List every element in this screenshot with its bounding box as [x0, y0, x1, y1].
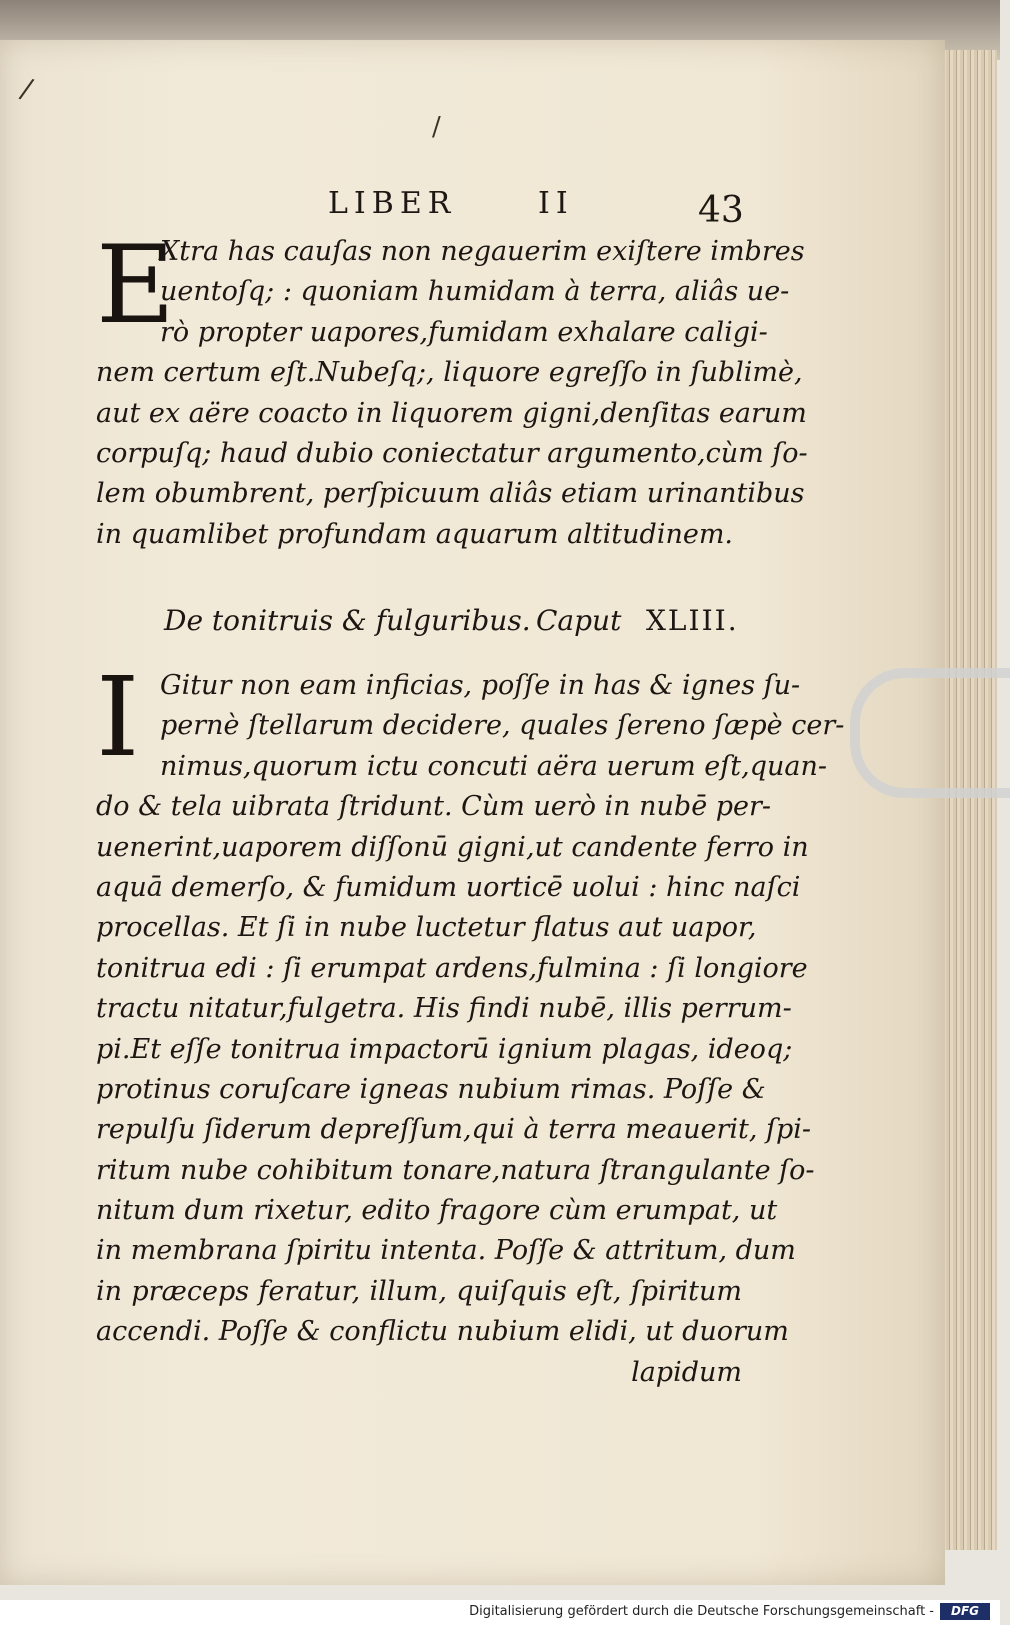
text-line: lem obumbrent, perſpicuum aliâs etiam urinantibus — [96, 478, 805, 510]
catchword: lapidum — [631, 1356, 742, 1388]
dfg-logo: DFG — [940, 1603, 990, 1620]
text-line: in præceps feratur, illum, quiſquis eſt, ſpiritum — [96, 1275, 742, 1307]
text-line: Xtra has cauſas non negauerim exiſtere imbres — [160, 236, 805, 267]
text-line: rò propter uapores,fumidam exhalare caligi- — [160, 316, 768, 348]
chapter-heading — [164, 604, 744, 648]
chapter-number: XLIII. — [646, 604, 739, 637]
dropcap-i: I — [96, 653, 140, 781]
running-head-title: LIBER — [328, 186, 457, 221]
text-line: protinus coruſcare igneas nubium rimas. Poſſe & — [96, 1073, 766, 1105]
text-line: nem certum eſt.Nubeſq;, liquore egreſſo in ſublimè, — [96, 357, 803, 389]
dropcap-e: E — [96, 223, 175, 348]
footer-credit: Digitalisierung gefördert durch die Deutsche Forschungsgemeinschaft - — [469, 1604, 934, 1619]
text-line: tonitrua edi : ſi erumpat ardens,fulmina : ſi longiore — [96, 952, 808, 984]
text-line: nimus,quorum ictu concuti aëra uerum eſt,quan- — [160, 750, 827, 782]
paragraph-1 — [96, 223, 808, 555]
text-line: nitum dum rixetur, edito fragore cùm erumpat, ut — [96, 1195, 778, 1227]
text-line: pernè ſtellarum decidere, quales ſereno ſæpè cer- — [160, 710, 845, 742]
page-clip — [850, 668, 1010, 798]
text-line: do & tela uibrata ſtridunt. Cùm uerò in nubē per- — [96, 791, 772, 823]
text-line: procellas. Et ſi in nube luctetur flatus aut uapor, — [96, 912, 757, 944]
text-line: in quamlibet profundam aquarum altitudinem. — [96, 518, 734, 550]
text-line: aquā demerſo, & fumidum uorticē uolui : hinc naſci — [96, 871, 801, 903]
page-number: 43 — [698, 190, 744, 231]
text-line: uenerint,uaporem diſſonū gigni,ut candente ferro in — [96, 831, 809, 863]
running-head — [0, 186, 945, 231]
chapter-label: Caput — [536, 604, 622, 637]
margin-mark-top: / — [432, 112, 441, 142]
running-head-part: II — [538, 186, 574, 221]
chapter-heading-text: De tonitruis & fulguribus. — [164, 604, 531, 637]
text-line: uentoſq; : quoniam humidam à terra, aliâs ue- — [160, 276, 790, 308]
text-line: ritum nube cohibitum tonare,natura ſtrangulante ſo- — [96, 1154, 815, 1186]
text-line: aut ex aëre coacto in liquorem gigni,denſitas earum — [96, 397, 807, 429]
footer-bar — [0, 1600, 1000, 1625]
text-line: Gitur non eam inficias, poſſe in has & ignes ſu- — [160, 670, 801, 701]
text-line: in membrana ſpiritu intenta. Poſſe & attritum, dum — [96, 1235, 796, 1267]
text-line: pi.Et eſſe tonitrua impactorū ignium plagas, ideoq; — [96, 1033, 793, 1065]
paragraph-2 — [96, 666, 845, 1393]
text-line: tractu nitatur,fulgetra. His findi nubē, illis perrum- — [96, 993, 792, 1025]
text-line: accendi. Poſſe & conflictu nubium elidi, ut duorum — [96, 1316, 789, 1348]
text-line: corpuſq; haud dubio coniectatur argumento,cùm ſo- — [96, 437, 808, 469]
margin-mark-left: / — [17, 71, 37, 106]
text-line: repulſu ſiderum depreſſum,qui à terra meauerit, ſpi- — [96, 1114, 812, 1146]
